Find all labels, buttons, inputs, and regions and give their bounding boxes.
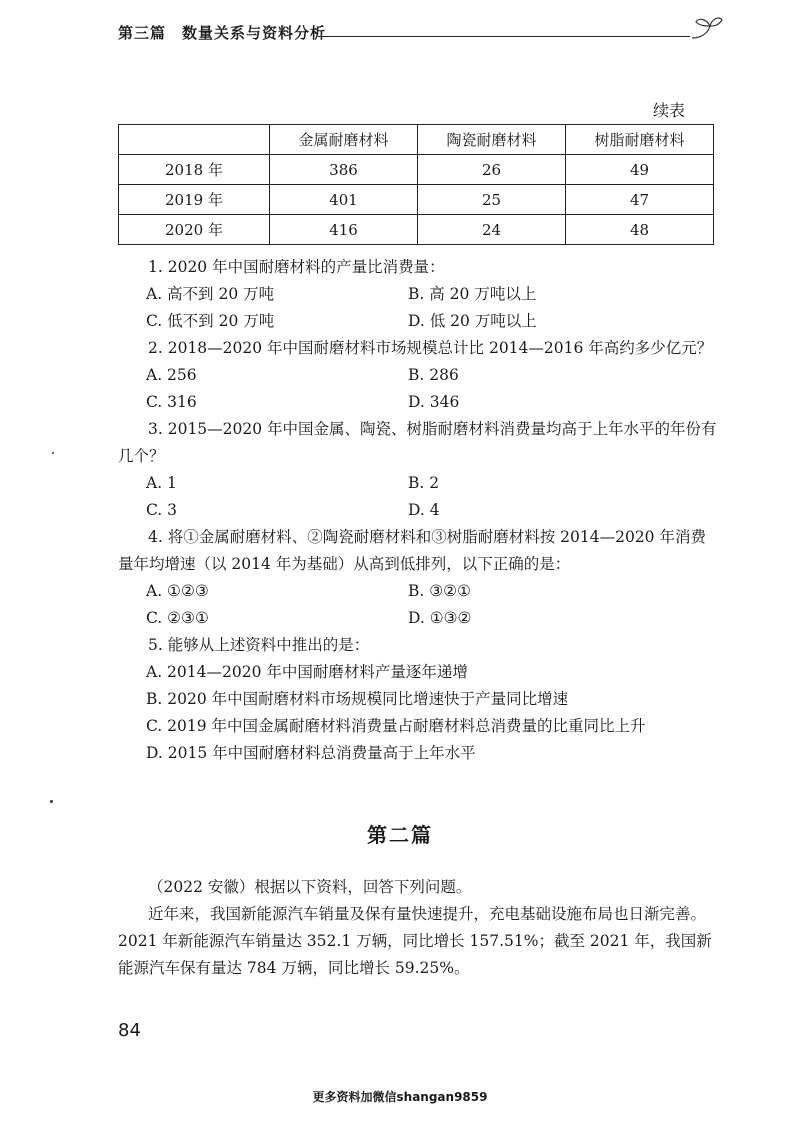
option-b[interactable]: B. 2020 年中国耐磨材料市场规模同比增速快于产量同比增速 (146, 690, 569, 708)
question-4 (118, 524, 718, 632)
page-header (118, 22, 718, 46)
question-5 (118, 632, 718, 767)
table-header-cell: 金属耐磨材料 (270, 125, 418, 155)
scan-speck (52, 452, 54, 454)
header-rule (318, 36, 690, 37)
passage-body: 近年来，我国新能源汽车销量及保有量快速提升，充电基础设施布局也日渐完善。2021 年新能源汽车销量达 352.1 万辆，同比增长 157.51%；截至 2021 年，我国新能源汽车保有量达 784 万辆，同比增长 59.25%。 (118, 905, 712, 977)
question-stem: 3. 2015—2020 年中国金属、陶瓷、树脂耐磨材料消费量均高于上年水平的年份有几个？ (118, 420, 717, 465)
section-title: 第二篇 (367, 823, 433, 847)
sprout-icon (686, 12, 726, 44)
question-stem: 1. 2020 年中国耐磨材料的产量比消费量： (148, 258, 445, 276)
footer-note: 更多资料加微信shangan9859 (312, 1090, 488, 1104)
table-cell: 2018 年 (119, 155, 270, 185)
option-c[interactable]: C. 2019 年中国金属耐磨材料消费量占耐磨材料总消费量的比重同比上升 (146, 717, 646, 735)
option-d[interactable]: D. ①③② (408, 609, 472, 627)
table-header-cell: 陶瓷耐磨材料 (418, 125, 566, 155)
option-d[interactable]: D. 2015 年中国耐磨材料总消费量高于上年水平 (146, 744, 476, 762)
option-a[interactable]: A. 256 (146, 366, 197, 384)
question-stem: 4. 将①金属耐磨材料、②陶瓷耐磨材料和③树脂耐磨材料按 2014—2020 年消费量年均增速（以 2014 年为基础）从高到低排列，以下正确的是： (118, 528, 706, 573)
data-table (118, 124, 714, 245)
table-cell: 47 (566, 185, 714, 215)
table-header-cell: 树脂耐磨材料 (566, 125, 714, 155)
table-row (119, 215, 714, 245)
table-header-cell (119, 125, 270, 155)
option-c[interactable]: C. 316 (146, 393, 197, 411)
table-cell: 48 (566, 215, 714, 245)
option-b[interactable]: B. ③②① (408, 582, 471, 600)
question-1 (118, 254, 718, 335)
table-cell: 49 (566, 155, 714, 185)
option-b[interactable]: B. 286 (408, 366, 459, 384)
page-number: 84 (118, 1020, 141, 1041)
header-title: 第三篇 数量关系与资料分析 (118, 24, 327, 42)
option-c[interactable]: C. 低不到 20 万吨 (146, 312, 275, 330)
option-a[interactable]: A. 高不到 20 万吨 (146, 285, 275, 303)
option-c[interactable]: C. ②③① (146, 609, 209, 627)
question-2 (118, 335, 718, 416)
table-row (119, 155, 714, 185)
table-cell: 2020 年 (119, 215, 270, 245)
table-cell: 24 (418, 215, 566, 245)
table-cell: 416 (270, 215, 418, 245)
table-caption: 续表 (653, 101, 686, 120)
option-b[interactable]: B. 2 (408, 474, 440, 492)
passage (118, 874, 718, 982)
table-cell: 401 (270, 185, 418, 215)
passage-intro: （2022 安徽）根据以下资料，回答下列问题。 (148, 878, 472, 896)
question-list (118, 254, 718, 767)
option-a[interactable]: A. 2014—2020 年中国耐磨材料产量逐年递增 (146, 663, 468, 681)
table-cell: 26 (418, 155, 566, 185)
option-b[interactable]: B. 高 20 万吨以上 (408, 285, 537, 303)
option-a[interactable]: A. 1 (146, 474, 177, 492)
option-d[interactable]: D. 4 (408, 501, 440, 519)
question-3 (118, 416, 718, 524)
table-header-row (119, 125, 714, 155)
question-stem: 2. 2018—2020 年中国耐磨材料市场规模总计比 2014—2016 年高约多少亿元？ (148, 339, 713, 357)
option-d[interactable]: D. 346 (408, 393, 460, 411)
option-c[interactable]: C. 3 (146, 501, 178, 519)
table-row (119, 185, 714, 215)
option-a[interactable]: A. ①②③ (146, 582, 209, 600)
question-stem: 5. 能够从上述资料中推出的是： (148, 636, 370, 654)
scan-speck (50, 800, 53, 803)
table-cell: 2019 年 (119, 185, 270, 215)
table-cell: 25 (418, 185, 566, 215)
table-cell: 386 (270, 155, 418, 185)
option-d[interactable]: D. 低 20 万吨以上 (408, 312, 537, 330)
